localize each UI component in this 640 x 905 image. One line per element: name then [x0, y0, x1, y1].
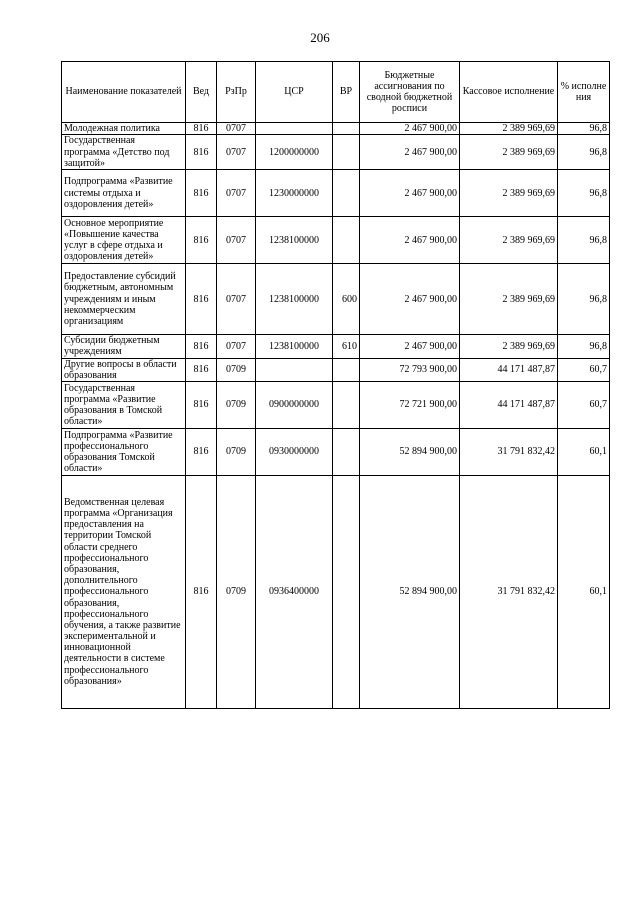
table-header-row: [62, 62, 610, 123]
row-percent: 96,8: [558, 335, 610, 358]
header-name: Наименование показателей: [62, 62, 186, 123]
row-vr: [333, 123, 360, 135]
table-row: [62, 170, 610, 217]
row-name: Подпрограмма «Развитие профессионального образования Томской области»: [62, 428, 186, 475]
row-percent: 96,8: [558, 264, 610, 335]
row-percent: 60,1: [558, 428, 610, 475]
row-vr: [333, 428, 360, 475]
row-percent: 96,8: [558, 170, 610, 217]
row-name: Субсидии бюджетным учреждениям: [62, 335, 186, 358]
row-cash: 44 171 487,87: [460, 381, 558, 428]
row-cash: 2 389 969,69: [460, 123, 558, 135]
row-rzpr: 0707: [217, 135, 256, 170]
row-assignments: 2 467 900,00: [360, 335, 460, 358]
row-ved: 816: [186, 381, 217, 428]
row-rzpr: 0707: [217, 217, 256, 264]
row-name: Другие вопросы в области образования: [62, 358, 186, 381]
table-row: [62, 335, 610, 358]
row-ved: 816: [186, 335, 217, 358]
table-row: [62, 358, 610, 381]
table-row: [62, 123, 610, 135]
row-csr: [256, 123, 333, 135]
row-vr: [333, 381, 360, 428]
row-cash: 2 389 969,69: [460, 135, 558, 170]
row-assignments: 2 467 900,00: [360, 135, 460, 170]
row-assignments: 2 467 900,00: [360, 217, 460, 264]
row-name: Молодежная политика: [62, 123, 186, 135]
row-ved: 816: [186, 358, 217, 381]
row-rzpr: 0707: [217, 264, 256, 335]
row-assignments: 2 467 900,00: [360, 170, 460, 217]
row-vr: 600: [333, 264, 360, 335]
row-name: Основное мероприятие «Повышение качества услуг в сфере отдыха и оздоровления детей»: [62, 217, 186, 264]
budget-execution-table: [61, 61, 610, 709]
row-vr: [333, 170, 360, 217]
row-assignments: 52 894 900,00: [360, 428, 460, 475]
row-rzpr: 0709: [217, 475, 256, 708]
row-vr: [333, 475, 360, 708]
row-csr: 1238100000: [256, 217, 333, 264]
row-ved: 816: [186, 475, 217, 708]
row-percent: 60,1: [558, 475, 610, 708]
row-cash: 31 791 832,42: [460, 428, 558, 475]
row-percent: 96,8: [558, 135, 610, 170]
row-ved: 816: [186, 123, 217, 135]
table-row: [62, 264, 610, 335]
row-ved: 816: [186, 170, 217, 217]
row-vr: [333, 358, 360, 381]
row-cash: 44 171 487,87: [460, 358, 558, 381]
row-rzpr: 0707: [217, 123, 256, 135]
header-cash: Кассовое исполнение: [460, 62, 558, 123]
table-row: [62, 428, 610, 475]
row-rzpr: 0707: [217, 335, 256, 358]
row-assignments: 72 721 900,00: [360, 381, 460, 428]
row-percent: 96,8: [558, 123, 610, 135]
row-rzpr: 0709: [217, 358, 256, 381]
header-assignments: Бюджетные ассигнования по сводной бюджетной росписи: [360, 62, 460, 123]
table-row: [62, 217, 610, 264]
row-cash: 2 389 969,69: [460, 335, 558, 358]
page-number: 206: [310, 30, 330, 45]
row-csr: 0936400000: [256, 475, 333, 708]
row-percent: 60,7: [558, 358, 610, 381]
row-cash: 31 791 832,42: [460, 475, 558, 708]
row-csr: 0930000000: [256, 428, 333, 475]
header-csr: ЦСР: [256, 62, 333, 123]
row-csr: 0900000000: [256, 381, 333, 428]
header-vr: ВР: [333, 62, 360, 123]
row-csr: [256, 358, 333, 381]
row-ved: 816: [186, 428, 217, 475]
row-name: Ведомственная целевая программа «Организация предоставления на территории Томской области среднего профессионального образования, дополнительного профессионального образования, профессионального обучения, а также развитие экспериментальной и инновационной деятельности в системе профессионального образования»: [62, 475, 186, 708]
table-row: [62, 135, 610, 170]
row-assignments: 72 793 900,00: [360, 358, 460, 381]
row-ved: 816: [186, 217, 217, 264]
table-row: [62, 381, 610, 428]
row-vr: [333, 217, 360, 264]
row-cash: 2 389 969,69: [460, 217, 558, 264]
row-csr: 1238100000: [256, 335, 333, 358]
row-csr: 1200000000: [256, 135, 333, 170]
row-assignments: 2 467 900,00: [360, 264, 460, 335]
row-cash: 2 389 969,69: [460, 170, 558, 217]
row-cash: 2 389 969,69: [460, 264, 558, 335]
header-ved: Вед: [186, 62, 217, 123]
row-ved: 816: [186, 264, 217, 335]
row-name: Государственная программа «Детство под защитой»: [62, 135, 186, 170]
row-name: Государственная программа «Развитие образования в Томской области»: [62, 381, 186, 428]
row-rzpr: 0707: [217, 170, 256, 217]
row-vr: 610: [333, 335, 360, 358]
row-rzpr: 0709: [217, 381, 256, 428]
row-assignments: 52 894 900,00: [360, 475, 460, 708]
row-assignments: 2 467 900,00: [360, 123, 460, 135]
table-row: [62, 475, 610, 708]
row-percent: 96,8: [558, 217, 610, 264]
row-csr: 1238100000: [256, 264, 333, 335]
row-csr: 1230000000: [256, 170, 333, 217]
row-name: Подпрограмма «Развитие системы отдыха и оздоровления детей»: [62, 170, 186, 217]
row-percent: 60,7: [558, 381, 610, 428]
header-percent: % исполне ния: [558, 62, 610, 123]
header-rzpr: РзПр: [217, 62, 256, 123]
row-rzpr: 0709: [217, 428, 256, 475]
row-vr: [333, 135, 360, 170]
row-name: Предоставление субсидий бюджетным, автономным учреждениям и иным некоммерческим организациям: [62, 264, 186, 335]
row-ved: 816: [186, 135, 217, 170]
